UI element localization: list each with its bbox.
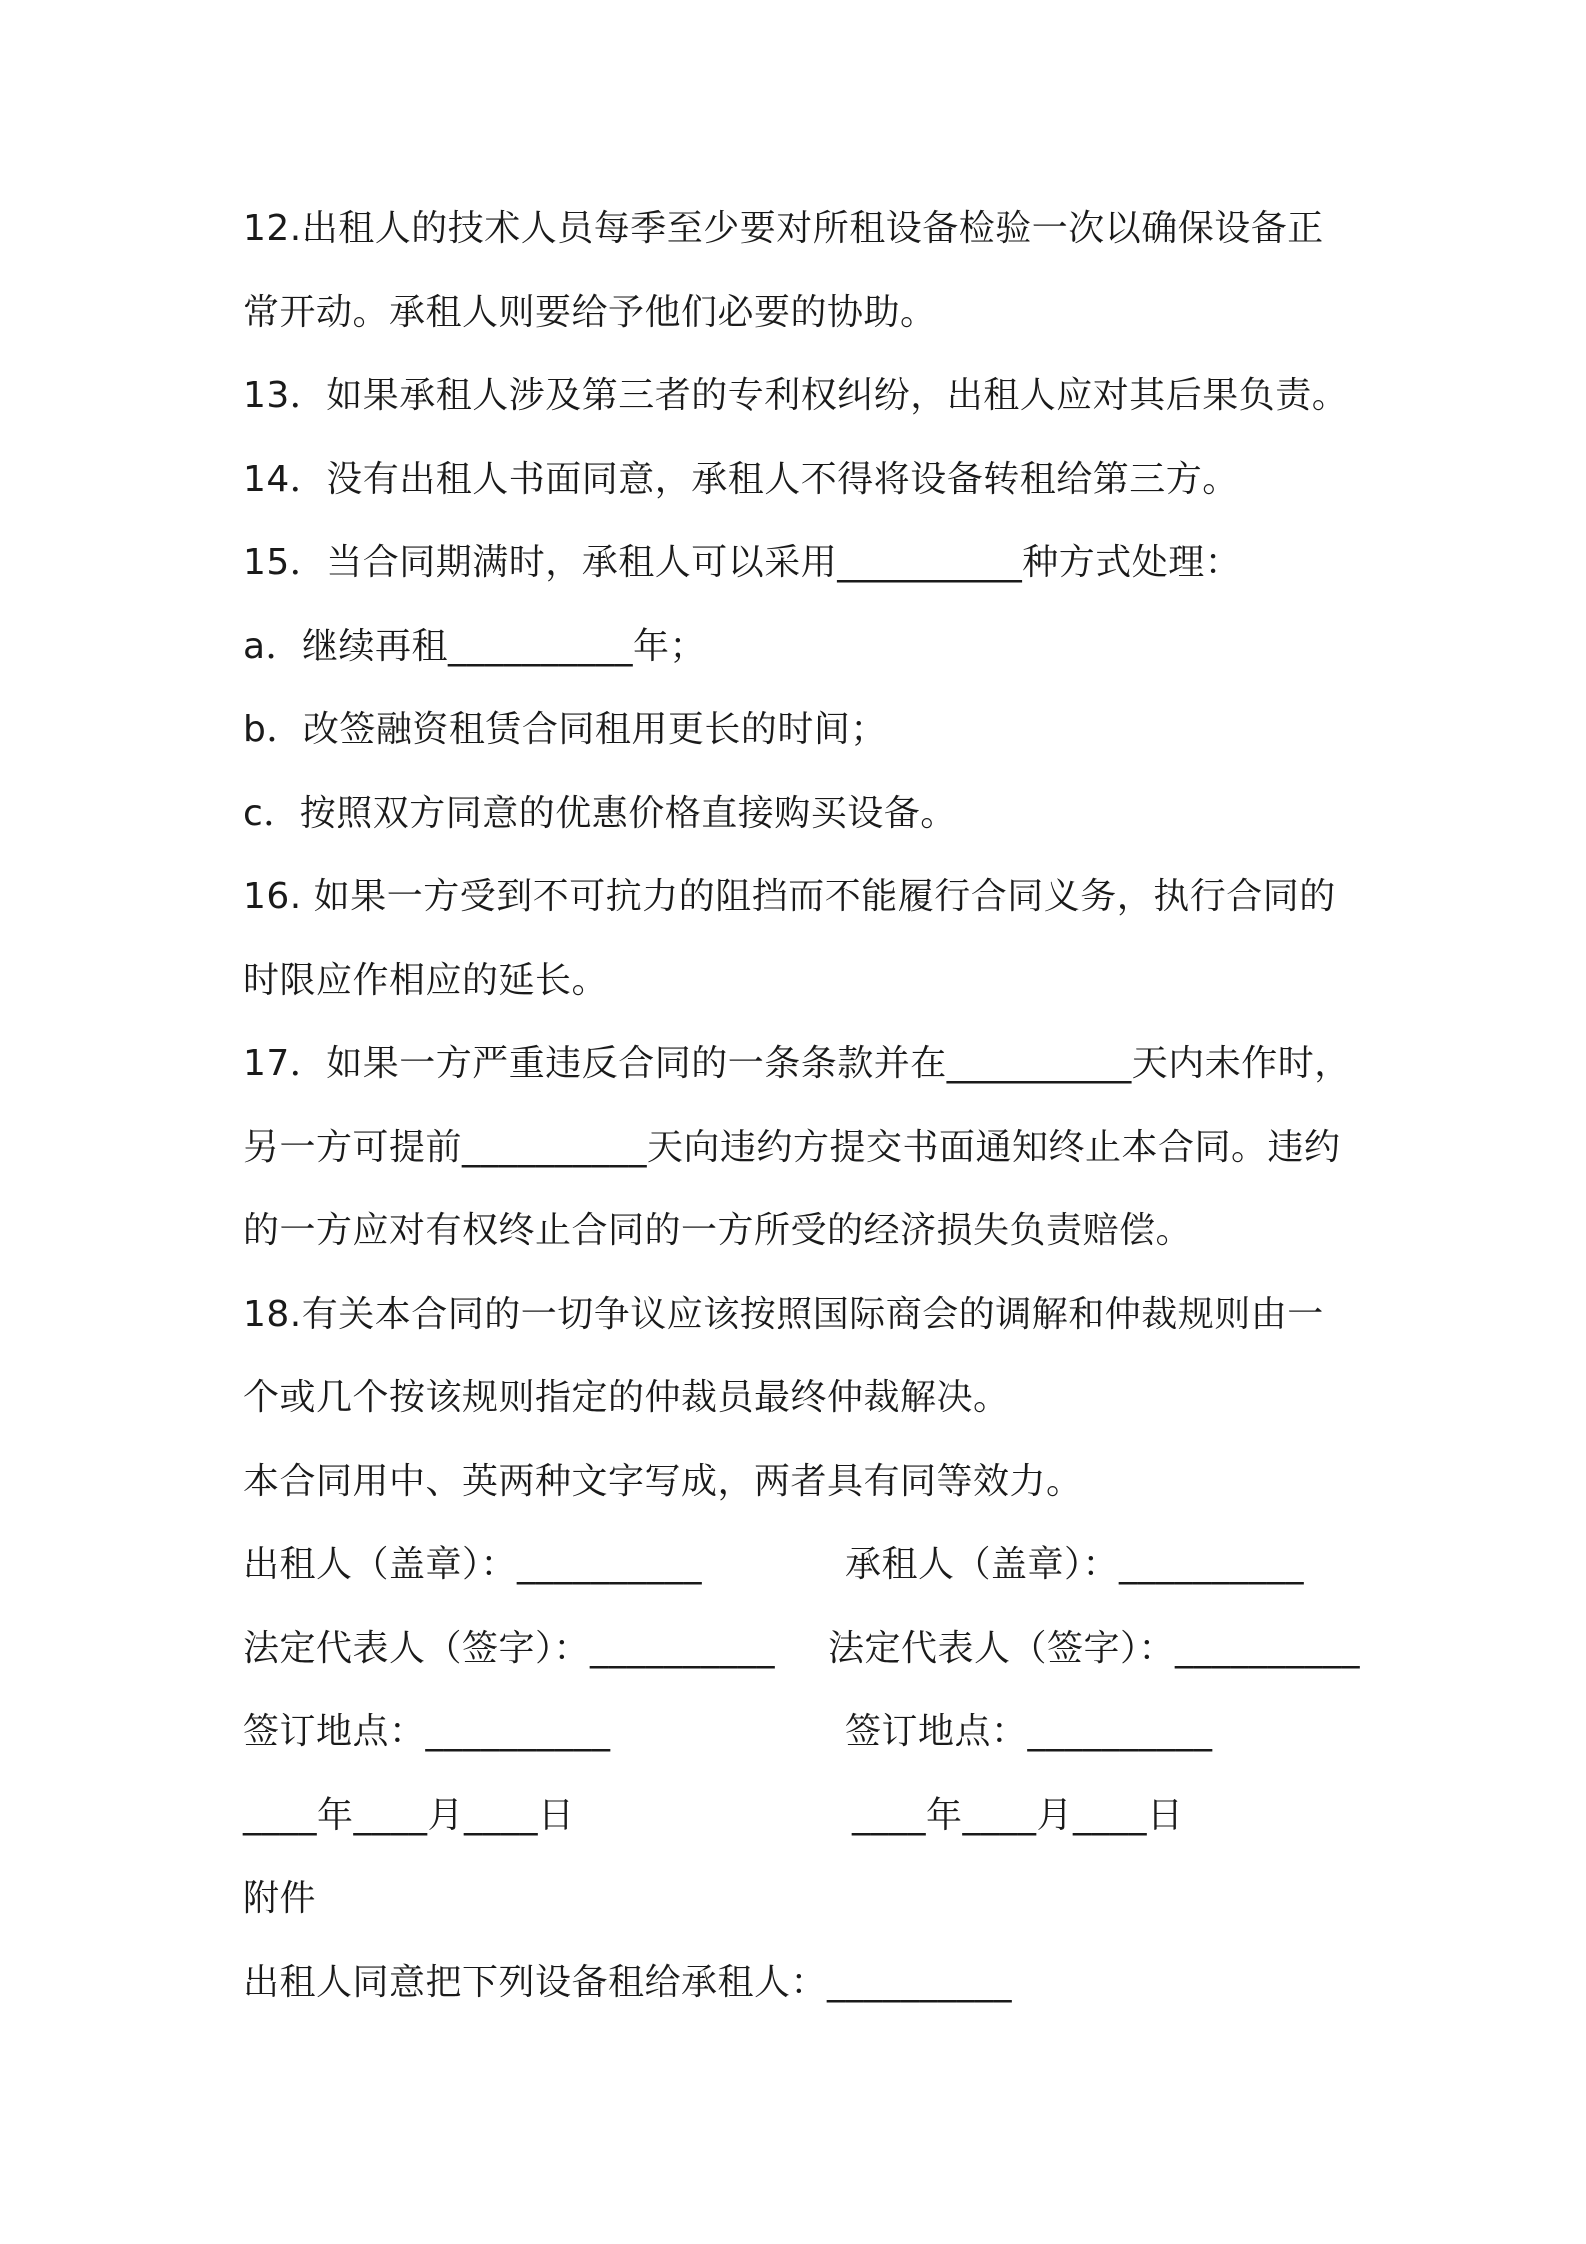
clause-14: 14．没有出租人书面同意，承租人不得将设备转租给第三方。: [243, 459, 1239, 500]
clause-16-line-1: 16. 如果一方受到不可抗力的阻挡而不能履行合同义务，执行合同的: [243, 876, 1336, 917]
clause-15-option-c: c．按照双方同意的优惠价格直接购买设备。: [243, 793, 957, 834]
appendix-equipment-line: 出租人同意把下列设备租给承租人：__________: [243, 1962, 1013, 2003]
language-clause: 本合同用中、英两种文字写成，两者具有同等效力。: [243, 1461, 1083, 1502]
lessee-seal: 承租人（盖章）：__________: [845, 1544, 1305, 1585]
lessor-date: ____年____月____日: [243, 1795, 575, 1836]
lessor-seal: 出租人（盖章）：__________: [243, 1544, 703, 1585]
clause-13: 13．如果承租人涉及第三者的专利权纠纷，出租人应对其后果负责。: [243, 375, 1349, 416]
clause-18-line-1: 18.有关本合同的一切争议应该按照国际商会的调解和仲裁规则由一: [243, 1294, 1324, 1335]
lessor-representative: 法定代表人（签字）：__________: [243, 1628, 776, 1669]
clause-17-line-1: 17．如果一方严重违反合同的一条条款并在__________天内未作时，: [243, 1043, 1351, 1084]
clause-12-line-2: 常开动。承租人则要给予他们必要的协助。: [243, 292, 937, 333]
clause-15-option-b: b．改签融资租赁合同租用更长的时间；: [243, 709, 887, 750]
clause-17-line-2: 另一方可提前__________天向违约方提交书面通知终止本合同。违约: [243, 1127, 1341, 1168]
clause-16-line-2: 时限应作相应的延长。: [243, 960, 609, 1001]
lessee-date: ____年____月____日: [852, 1795, 1184, 1836]
clause-12-line-1: 12.出租人的技术人员每季至少要对所租设备检验一次以确保设备正: [243, 208, 1324, 249]
clause-18-line-2: 个或几个按该规则指定的仲裁员最终仲裁解决。: [243, 1377, 1010, 1418]
lessee-signing-place: 签订地点：__________: [845, 1711, 1213, 1752]
clause-15-option-a: a．继续再租__________年；: [243, 626, 707, 667]
lessee-representative: 法定代表人（签字）：__________: [828, 1628, 1361, 1669]
appendix-title: 附件: [243, 1878, 317, 1919]
clause-15: 15．当合同期满时，承租人可以采用__________种方式处理：: [243, 542, 1242, 583]
lessor-signing-place: 签订地点：__________: [243, 1711, 611, 1752]
clause-17-line-3: 的一方应对有权终止合同的一方所受的经济损失负责赔偿。: [243, 1210, 1193, 1251]
